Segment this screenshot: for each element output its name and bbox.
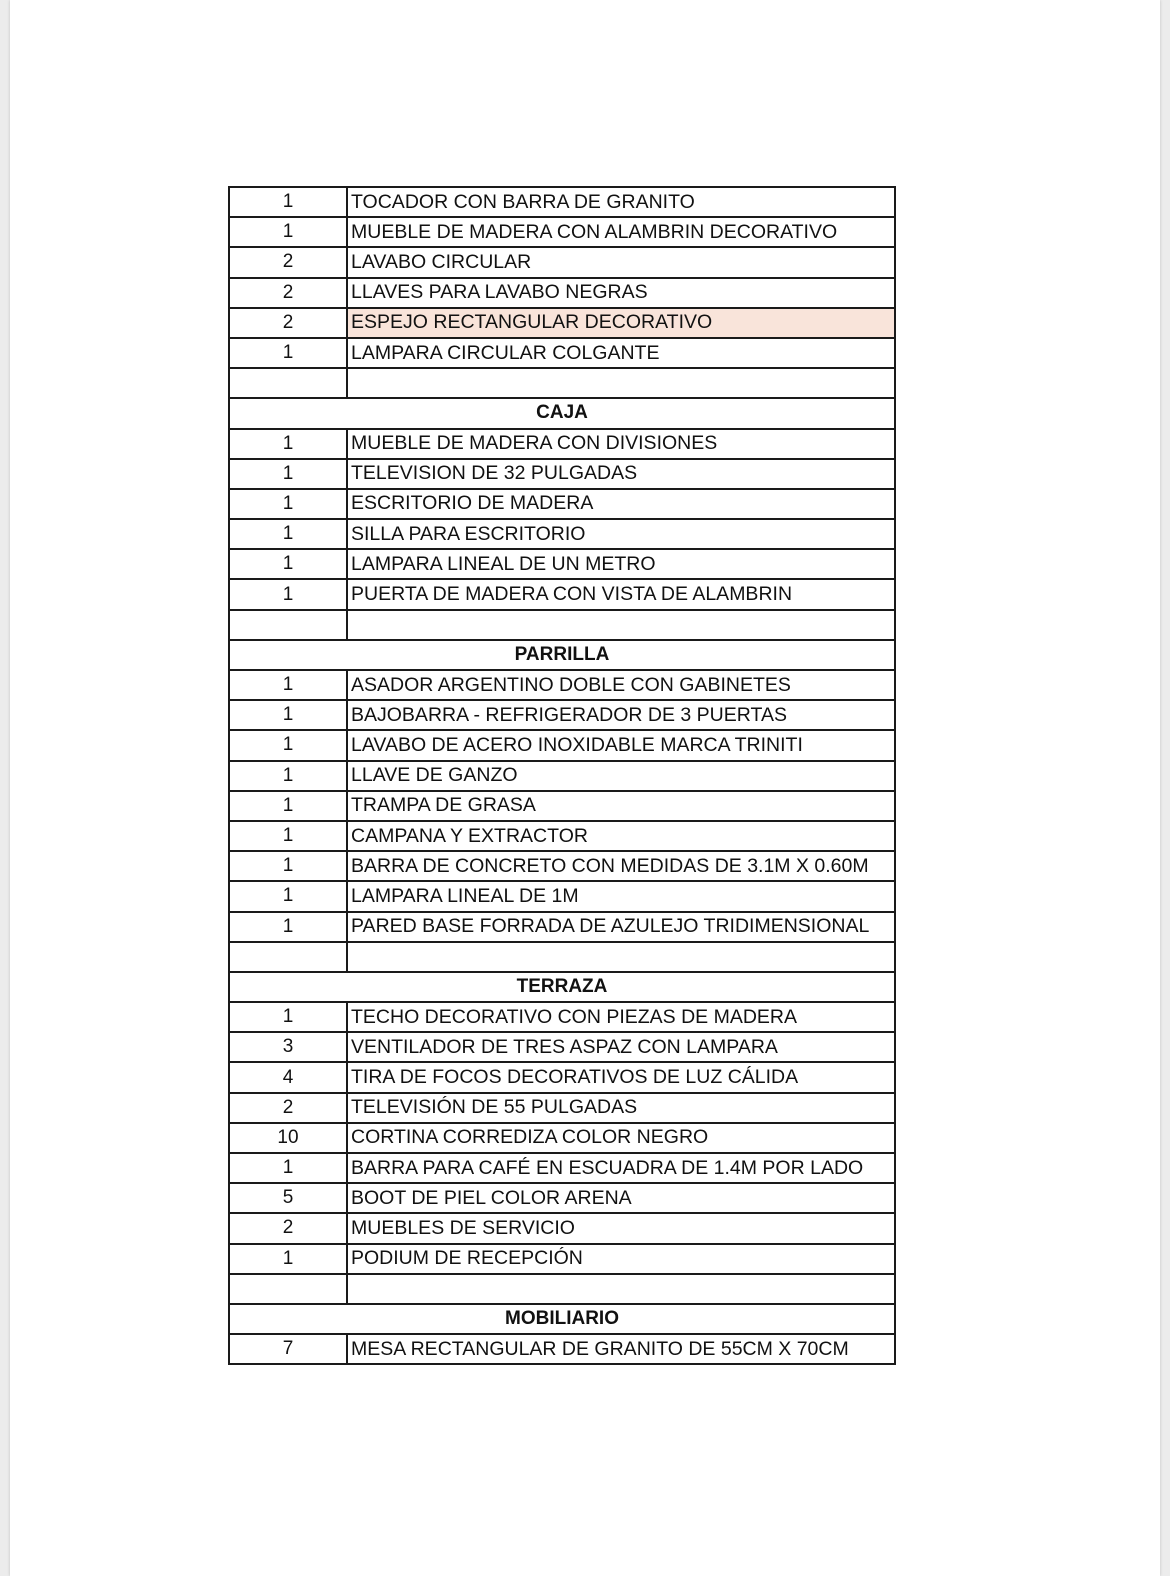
quantity-cell: 1 [230, 731, 348, 759]
item-row [230, 1184, 896, 1214]
description-cell: TELEVISIÓN DE 55 PULGADAS [348, 1094, 896, 1122]
quantity-cell [230, 611, 348, 639]
quantity-cell [230, 943, 348, 971]
item-row [230, 913, 896, 943]
quantity-cell: 1 [230, 701, 348, 729]
description-cell: ESCRITORIO DE MADERA [348, 490, 896, 518]
description-cell: SILLA PARA ESCRITORIO [348, 520, 896, 548]
description-cell: PODIUM DE RECEPCIÓN [348, 1245, 896, 1273]
description-cell: ESPEJO RECTANGULAR DECORATIVO [348, 309, 896, 337]
description-cell: LAMPARA LINEAL DE UN METRO [348, 550, 896, 578]
description-cell: TECHO DECORATIVO CON PIEZAS DE MADERA [348, 1003, 896, 1031]
description-cell [348, 369, 896, 397]
section-title: TERRAZA [230, 973, 896, 1001]
item-row [230, 580, 896, 610]
description-cell: MUEBLE DE MADERA CON DIVISIONES [348, 430, 896, 458]
item-row [230, 218, 896, 248]
quantity-cell: 10 [230, 1124, 348, 1152]
quantity-cell: 1 [230, 822, 348, 850]
quantity-cell: 1 [230, 671, 348, 699]
quantity-cell: 1 [230, 550, 348, 578]
quantity-cell: 2 [230, 1214, 348, 1242]
description-cell: PARED BASE FORRADA DE AZULEJO TRIDIMENSIONAL [348, 913, 896, 941]
item-row [230, 279, 896, 309]
section-header-row [230, 399, 896, 429]
quantity-cell: 2 [230, 1094, 348, 1122]
blank-row [230, 943, 896, 973]
description-cell: LAMPARA LINEAL DE 1M [348, 882, 896, 910]
quantity-cell: 7 [230, 1335, 348, 1363]
section-title: MOBILIARIO [230, 1305, 896, 1333]
quantity-cell: 2 [230, 309, 348, 337]
quantity-cell: 5 [230, 1184, 348, 1212]
item-row [230, 188, 896, 218]
quantity-cell: 1 [230, 913, 348, 941]
quantity-cell: 1 [230, 490, 348, 518]
description-cell: LAVABO CIRCULAR [348, 248, 896, 276]
quantity-cell [230, 1275, 348, 1303]
quantity-cell: 1 [230, 762, 348, 790]
description-cell: TIRA DE FOCOS DECORATIVOS DE LUZ CÁLIDA [348, 1063, 896, 1091]
quantity-cell: 4 [230, 1063, 348, 1091]
blank-row [230, 611, 896, 641]
description-cell: CAMPANA Y EXTRACTOR [348, 822, 896, 850]
spreadsheet-table [228, 186, 896, 1365]
quantity-cell: 2 [230, 248, 348, 276]
quantity-cell: 1 [230, 792, 348, 820]
description-cell: TRAMPA DE GRASA [348, 792, 896, 820]
description-cell: CORTINA CORREDIZA COLOR NEGRO [348, 1124, 896, 1152]
quantity-cell: 1 [230, 852, 348, 880]
item-row [230, 822, 896, 852]
item-row [230, 248, 896, 278]
quantity-cell: 1 [230, 188, 348, 216]
quantity-cell: 2 [230, 279, 348, 307]
section-title: PARRILLA [230, 641, 896, 669]
description-cell: PUERTA DE MADERA CON VISTA DE ALAMBRIN [348, 580, 896, 608]
item-row [230, 792, 896, 822]
blank-row [230, 1275, 896, 1305]
description-cell: BARRA DE CONCRETO CON MEDIDAS DE 3.1M X 0.60M [348, 852, 896, 880]
quantity-cell: 1 [230, 1245, 348, 1273]
item-row [230, 731, 896, 761]
blank-row [230, 369, 896, 399]
description-cell: LLAVES PARA LAVABO NEGRAS [348, 279, 896, 307]
description-cell: MUEBLES DE SERVICIO [348, 1214, 896, 1242]
item-row [230, 490, 896, 520]
description-cell [348, 943, 896, 971]
item-row [230, 339, 896, 369]
document-page [10, 0, 1160, 1576]
description-cell [348, 1275, 896, 1303]
item-row [230, 1124, 896, 1154]
quantity-cell: 1 [230, 218, 348, 246]
item-row [230, 762, 896, 792]
item-row [230, 1003, 896, 1033]
quantity-cell: 1 [230, 460, 348, 488]
item-row [230, 430, 896, 460]
item-row [230, 460, 896, 490]
description-cell: TOCADOR CON BARRA DE GRANITO [348, 188, 896, 216]
description-cell: ASADOR ARGENTINO DOBLE CON GABINETES [348, 671, 896, 699]
quantity-cell: 1 [230, 520, 348, 548]
section-header-row [230, 1305, 896, 1335]
section-header-row [230, 641, 896, 671]
section-header-row [230, 973, 896, 1003]
quantity-cell: 1 [230, 580, 348, 608]
quantity-cell: 1 [230, 882, 348, 910]
section-title: CAJA [230, 399, 896, 427]
description-cell: LAMPARA CIRCULAR COLGANTE [348, 339, 896, 367]
description-cell: BOOT DE PIEL COLOR ARENA [348, 1184, 896, 1212]
quantity-cell: 1 [230, 430, 348, 458]
description-cell: LAVABO DE ACERO INOXIDABLE MARCA TRINITI [348, 731, 896, 759]
quantity-cell [230, 369, 348, 397]
item-row [230, 1335, 896, 1365]
quantity-cell: 1 [230, 1154, 348, 1182]
item-row [230, 1094, 896, 1124]
item-row [230, 701, 896, 731]
item-row [230, 671, 896, 701]
item-row [230, 309, 896, 339]
item-row [230, 550, 896, 580]
quantity-cell: 1 [230, 339, 348, 367]
description-cell [348, 611, 896, 639]
item-row [230, 1063, 896, 1093]
description-cell: LLAVE DE GANZO [348, 762, 896, 790]
item-row [230, 520, 896, 550]
item-row [230, 882, 896, 912]
item-row [230, 1033, 896, 1063]
description-cell: BARRA PARA CAFÉ EN ESCUADRA DE 1.4M POR LADO [348, 1154, 896, 1182]
quantity-cell: 3 [230, 1033, 348, 1061]
description-cell: BAJOBARRA - REFRIGERADOR DE 3 PUERTAS [348, 701, 896, 729]
item-row [230, 1245, 896, 1275]
quantity-cell: 1 [230, 1003, 348, 1031]
description-cell: VENTILADOR DE TRES ASPAZ CON LAMPARA [348, 1033, 896, 1061]
description-cell: MESA RECTANGULAR DE GRANITO DE 55CM X 70CM [348, 1335, 896, 1363]
item-row [230, 852, 896, 882]
description-cell: MUEBLE DE MADERA CON ALAMBRIN DECORATIVO [348, 218, 896, 246]
item-row [230, 1154, 896, 1184]
description-cell: TELEVISION DE 32 PULGADAS [348, 460, 896, 488]
item-row [230, 1214, 896, 1244]
